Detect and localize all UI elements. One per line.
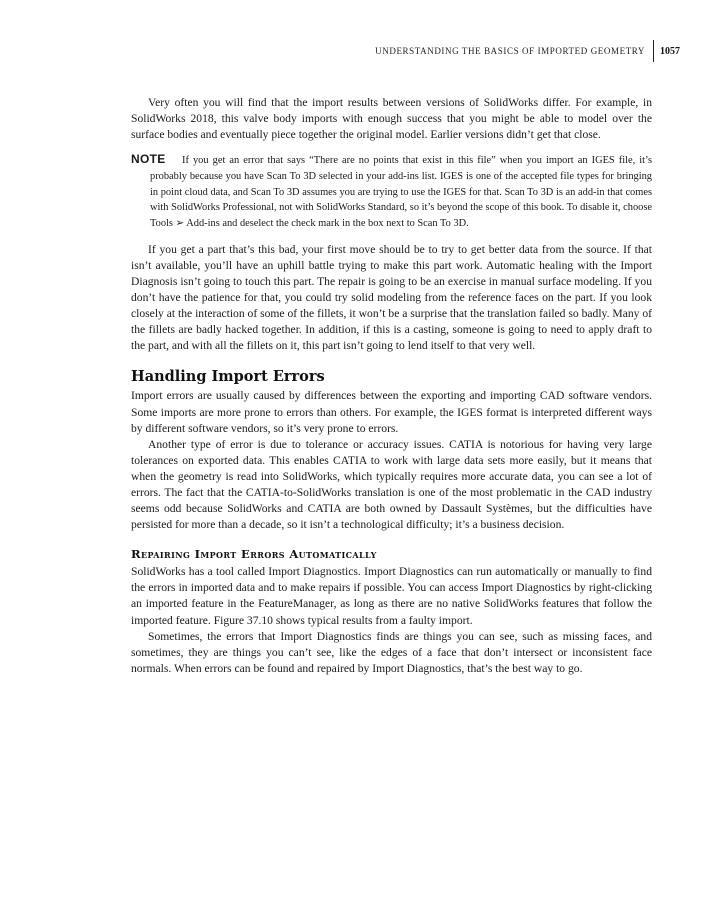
paragraph-import-errors-causes: Import errors are usually caused by differences between the exporting and importing CAD software vendors. Some imports are more prone to errors than others. For example, the IGES format is interpreted different ways by different software vendors, so it’s very prone to errors. <box>131 389 652 435</box>
subsection-heading-repairing-import-errors: Repairing Import Errors Automatically <box>131 547 377 562</box>
page-body <box>131 95 652 677</box>
note-text: If you get an error that says “There are no points that exist in this file” when you import an IGES file, it’s probably because you have Scan To 3D selected in your add-ins list. IGES is one of the accepted file types for bringing in point cloud data, and Scan To 3D assumes you are trying to use the IGES for that. Scan To 3D is an add-in that comes with SolidWorks Professional, not with SolidWorks Standard, so it’s beyond the scope of this book. To disable it, choose Tools ➢ Add-ins and deselect the check mark in the box next to Scan To 3D. <box>150 155 652 230</box>
paragraph-bad-part: If you get a part that’s this bad, your first move should be to try to get better data from the source. If that isn’t available, you’ll have an uphill battle trying to make this part work. Automatic healing with the Import Diagnosis isn’t going to touch this part. The repair is going to be an exercise in manual surface modeling. If you don’t have the patience for that, you could try solid modeling from the reference faces on the part. If you look closely at the interaction of some of the fillets, it won’t be a surprise that the translation failed so badly. Many of the fillets are badly hacked together. In addition, if this is a casting, someone is going to need to apply draft to the part, and with all the fillets on it, this part isn’t going to lend itself to that very well. <box>131 242 652 353</box>
paragraph-import-versions: Very often you will find that the import results between versions of SolidWorks differ. For example, in SolidWorks 2018, this valve body imports with enough success that you might be able to model over the surface bodies and eventually piece together the original model. Earlier versions didn’t get that close. <box>131 96 652 142</box>
paragraph-errors-visibility: Sometimes, the errors that Import Diagnostics finds are things you can see, such as missing faces, and sometimes, they are things you can’t see, like the edges of a face that don’t intersect or inconsistent face normals. When errors can be found and repaired by Import Diagnostics, that’s the best way to go. <box>131 629 652 675</box>
section-heading-handling-import-errors: Handling Import Errors <box>131 368 325 386</box>
note-label: NOTE <box>131 152 166 167</box>
running-header <box>375 40 680 62</box>
page-number: 1057 <box>660 45 680 57</box>
running-title: UNDERSTANDING THE BASICS OF IMPORTED GEOMETRY <box>375 46 645 56</box>
paragraph-tolerance-errors: Another type of error is due to tolerance or accuracy issues. CATIA is notorious for having very large tolerances on exported data. This enables CATIA to work with large data sets more easily, but it means that when the geometry is read into SolidWorks, which typically requires more accurate data, you can see a lot of errors. The fact that the CATIA-to-SolidWorks translation is one of the most problematic in the CAD industry seems odd because SolidWorks and CATIA are both owned by Dassault Systèmes, but the difficulties have persisted for more than a decade, so it isn’t a technological difficulty; it’s a business decision. <box>131 437 652 532</box>
paragraph-import-diagnostics: SolidWorks has a tool called Import Diagnostics. Import Diagnostics can run automatically or manually to find the errors in imported data and to make repairs if possible. You can access Import Diagnostics by right-clicking an imported feature in the FeatureManager, as long as there are no native SolidWorks features that follow the imported feature. Figure 37.10 shows typical results from a faulty import. <box>131 565 652 627</box>
note-block <box>131 153 652 232</box>
header-divider <box>653 40 654 62</box>
